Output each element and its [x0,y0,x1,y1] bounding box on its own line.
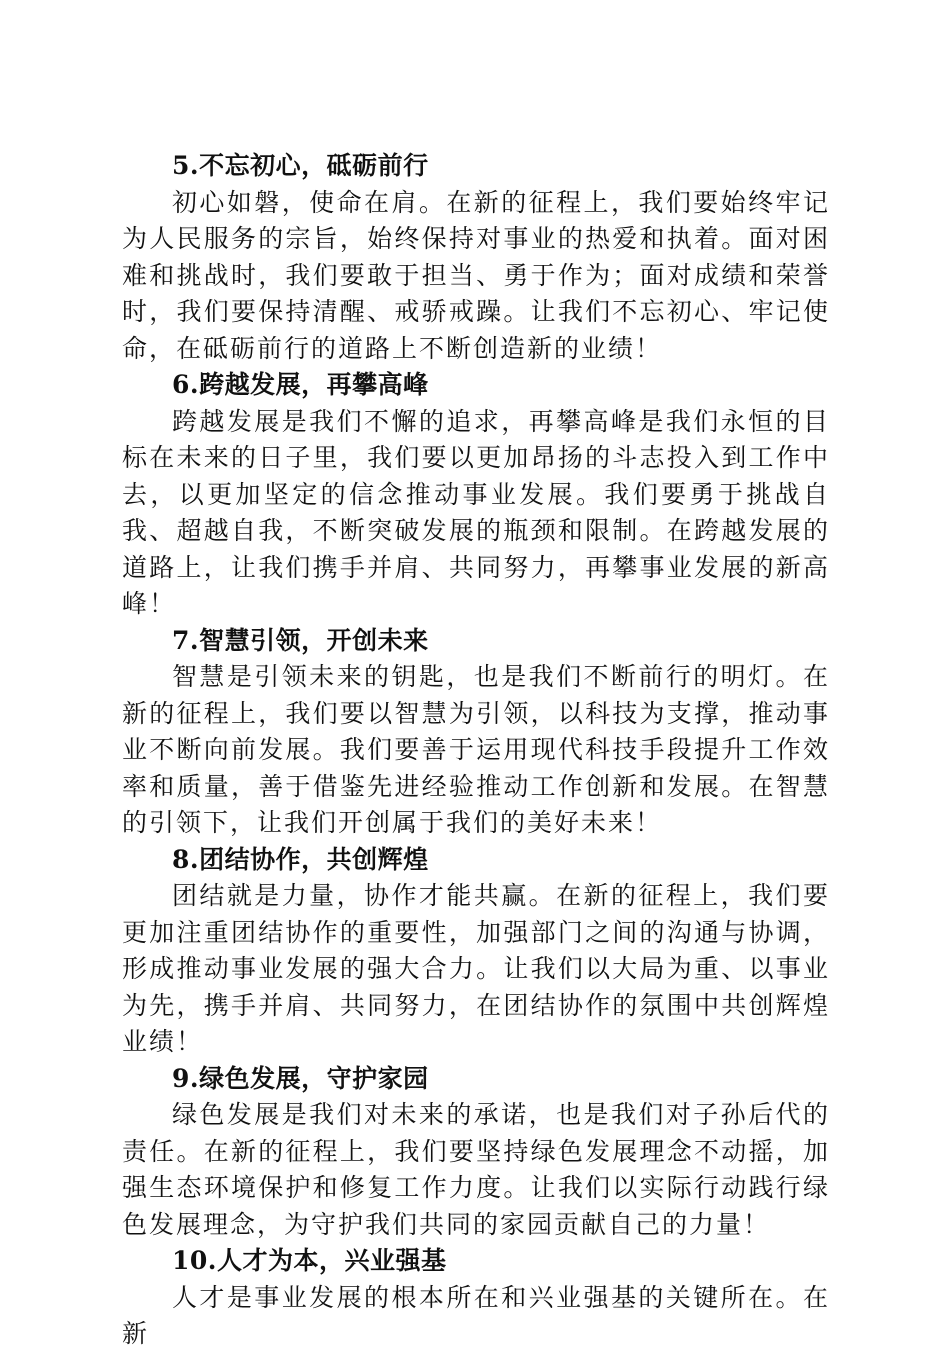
section-title: 5.不忘初心，砥砺前行 [172,151,429,180]
section-title: 8.团结协作，共创辉煌 [172,844,429,874]
document-page [122,148,830,1353]
section-paragraph: 智慧是引领未来的钥匙，也是我们不断前行的明灯。在新的征程上，我们要以智慧为引领，以科技为支撑，推动事业不断向前发展。我们要善于运用现代科技手段提升工作效率和质量，善于借鉴先进经验推动工作创新和发展。在智慧的引领下，让我们开创属于我们的美好未来！ [122,662,830,837]
section-paragraph: 人才是事业发展的根本所在和兴业强基的关键所在。在新 [122,1282,830,1348]
section-title: 10.人才为本，兴业强基 [172,1246,447,1275]
section-paragraph: 团结就是力量，协作才能共赢。在新的征程上，我们要更加注重团结协作的重要性，加强部门之间的沟通与协调，形成推动事业发展的强大合力。让我们以大局为重、以事业为先，携手并肩、共同努力，在团结协作的氛围中共创辉煌业绩！ [122,881,830,1056]
section-5 [122,148,830,367]
section-9 [122,1061,830,1244]
section-title: 7.智慧引领，开创未来 [172,625,429,655]
section-title: 6.跨越发展，再攀高峰 [172,370,429,399]
section-paragraph: 绿色发展是我们对未来的承诺，也是我们对子孙后代的责任。在新的征程上，我们要坚持绿色发展理念不动摇，加强生态环境保护和修复工作力度。让我们以实际行动践行绿色发展理念，为守护我们共同的家园贡献自己的力量！ [122,1100,830,1239]
section-8 [122,842,830,1061]
section-6 [122,367,830,623]
section-paragraph: 初心如磐，使命在肩。在新的征程上，我们要始终牢记为人民服务的宗旨，始终保持对事业的热爱和执着。面对困难和挑战时，我们要敢于担当、勇于作为；面对成绩和荣誉时，我们要保持清醒、戒骄戒躁。让我们不忘初心、牢记使命，在砥砺前行的道路上不断创造新的业绩！ [122,187,830,363]
section-10 [122,1243,830,1353]
section-paragraph: 跨越发展是我们不懈的追求，再攀高峰是我们永恒的目标在未来的日子里，我们要以更加昂扬的斗志投入到工作中去，以更加坚定的信念推动事业发展。我们要勇于挑战自我、超越自我，不断突破发展的瓶颈和限制。在跨越发展的道路上，让我们携手并肩、共同努力，再攀事业发展的新高峰！ [122,406,830,618]
section-title: 9.绿色发展，守护家园 [172,1063,429,1093]
section-7 [122,623,830,842]
